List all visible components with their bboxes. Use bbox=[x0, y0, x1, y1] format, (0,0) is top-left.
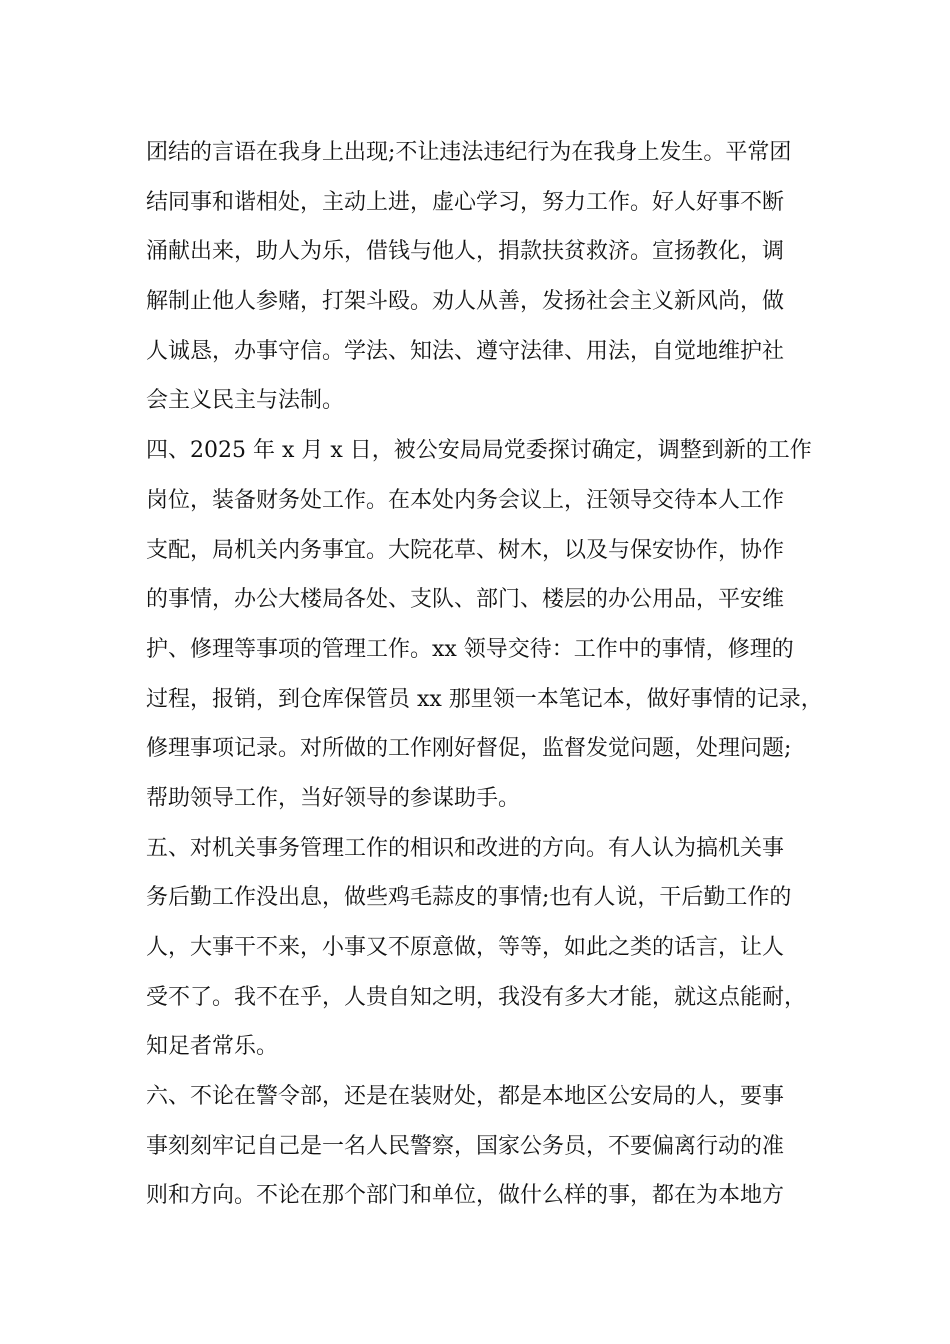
text-line: 务后勤工作没出息，做些鸡毛蒜皮的事情;也有人说，干后勤工作的 bbox=[146, 885, 792, 911]
text-line: 五、对机关事务管理工作的相识和改进的方向。有人认为搞机关事 bbox=[146, 835, 785, 861]
text-line: 结同事和谐相处，主动上进，虚心学习，努力工作。好人好事不断 bbox=[146, 189, 785, 215]
text-line: 修理事项记录。对所做的工作刚好督促，监督发觉问题，处理问题; bbox=[146, 736, 792, 762]
text-line: 岗位，装备财务处工作。在本处内务会议上，汪领导交待本人工作 bbox=[146, 487, 785, 513]
text-line: 涌献出来，助人为乐，借钱与他人，捐款扶贫救济。宣扬教化，调 bbox=[146, 239, 785, 265]
text-line: 四、2025 年 x 月 x 日，被公安局局党委探讨确定，调整到新的工作 bbox=[146, 438, 812, 464]
text-line: 的事情，办公大楼局各处、支队、部门、楼层的办公用品，平安维 bbox=[146, 587, 785, 613]
text-line: 护、修理等事项的管理工作。xx 领导交待：工作中的事情，修理的 bbox=[146, 636, 794, 662]
text-line: 过程，报销，到仓库保管员 xx 那里领一本笔记本，做好事情的记录， bbox=[146, 686, 823, 712]
text-line: 人诚恳，办事守信。学法、知法、遵守法律、用法，自觉地维护社 bbox=[146, 338, 785, 364]
text-line: 事刻刻牢记自己是一名人民警察，国家公务员，不要偏离行动的准 bbox=[146, 1133, 785, 1159]
text-line: 知足者常乐。 bbox=[146, 1034, 279, 1060]
text-line: 支配，局机关内务事宜。大院花草、树木，以及与保安协作，协作 bbox=[146, 537, 785, 563]
text-line: 团结的言语在我身上出现;不让违法违纪行为在我身上发生。平常团 bbox=[146, 140, 792, 165]
body-text bbox=[146, 128, 836, 1221]
text-line: 解制止他人参赌，打架斗殴。劝人从善，发扬社会主义新风尚，做 bbox=[146, 289, 785, 315]
text-line: 会主义民主与法制。 bbox=[146, 388, 345, 414]
text-line: 六、不论在警令部，还是在装财处，都是本地区公安局的人，要事 bbox=[146, 1084, 785, 1110]
text-line: 人，大事干不来，小事又不原意做，等等，如此之类的话言，让人 bbox=[146, 935, 785, 960]
text-line: 受不了。我不在乎，人贵自知之明，我没有多大才能，就这点能耐， bbox=[146, 984, 807, 1010]
text-line: 则和方向。不论在那个部门和单位，做什么样的事，都在为本地方 bbox=[146, 1183, 785, 1209]
text-line: 帮助领导工作，当好领导的参谋助手。 bbox=[146, 785, 521, 811]
